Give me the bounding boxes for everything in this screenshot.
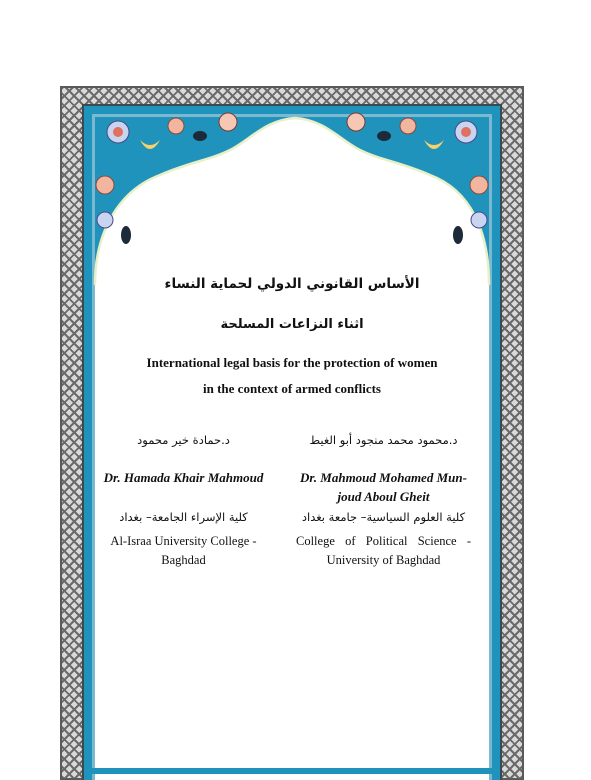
author2-affiliation-english: Al-Israa University College - Baghdad	[110, 534, 257, 567]
author1-name-arabic: د.محمود محمد منجود أبو الغيط	[309, 433, 458, 447]
title-arabic: الأساس القانوني الدولي لحماية النساء	[164, 276, 420, 292]
title-english-line2: in the context of armed conflicts	[203, 381, 381, 396]
author1-name-english: Dr. Mahmoud Mohamed Mun-joud Aboul Gheit	[300, 470, 467, 504]
author1-affiliation-english: College of Political Science - University of Baghdad	[296, 534, 471, 567]
author2-name-arabic: د.حمادة خير محمود	[137, 433, 230, 447]
author1-affiliation-arabic: كلية العلوم السياسية– جامعة بغداد	[301, 510, 466, 524]
author2-affiliation-arabic: كلية الإسراء الجامعة– بغداد	[119, 510, 248, 524]
title-english-line1: International legal basis for the protection of women	[146, 355, 438, 370]
arch-band	[95, 117, 489, 285]
author2-name-english: Dr. Hamada Khair Mahmoud	[103, 470, 264, 485]
bottom-blue-band	[88, 768, 496, 774]
title-english	[95, 350, 489, 402]
subtitle-arabic: اثناء النزاعات المسلحة	[220, 317, 364, 332]
